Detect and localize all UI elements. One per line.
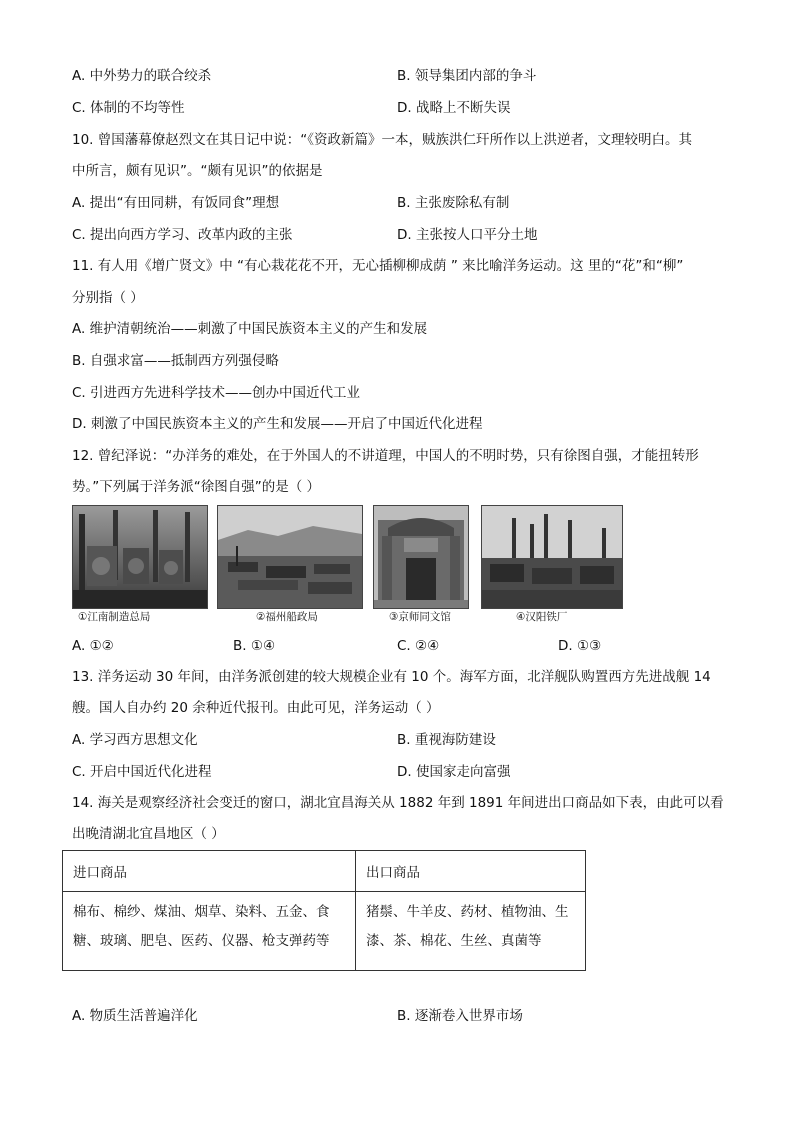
export-goods-line2: 漆、茶、棉花、生丝、真菌等 — [366, 933, 542, 949]
q10-option-a: A. 提出“有田同耕，有饭同食”理想 — [72, 195, 280, 211]
q11-option-d: D. 刺激了中国民族资本主义的产生和发展——开启了中国近代化进程 — [72, 416, 483, 432]
export-goods-cell — [356, 892, 586, 971]
q9-option-a: A. 中外势力的联合绞杀 — [72, 68, 212, 84]
q14-stem-line1: 14. 海关是观察经济社会变迁的窗口，湖北宜昌海关从 1882 年到 1891 年间进出口商品如下表，由此可以看 — [72, 795, 724, 811]
q11-stem-line2: 分别指（ ） — [72, 290, 144, 306]
q12-stem-line2: 势。”下列属于洋务派“徐图自强”的是（ ） — [72, 479, 321, 495]
q13-option-a: A. 学习西方思想文化 — [72, 732, 198, 748]
q14-option-b: B. 逐渐卷入世界市场 — [397, 1008, 523, 1024]
q9-option-d: D. 战略上不断失误 — [397, 100, 511, 116]
q10-option-b: B. 主张废除私有制 — [397, 195, 510, 211]
tongwenguan-gate-photo — [373, 505, 469, 609]
q12-option-a: A. ①② — [72, 638, 114, 654]
caption-3: ③京师同文馆 — [389, 611, 451, 623]
q11-option-a: A. 维护清朝统治——刺激了中国民族资本主义的产生和发展 — [72, 321, 428, 337]
q13-stem-line1: 13. 洋务运动 30 年间，由洋务派创建的较大规模企业有 10 个。海军方面，北洋舰队购置西方先进战舰 14 — [72, 669, 711, 685]
hanyang-ironworks-photo — [481, 505, 623, 609]
q12-option-d: D. ①③ — [558, 638, 602, 654]
import-goods-line2: 糖、玻璃、肥皂、医药、仪器、枪支弹药等 — [73, 933, 330, 949]
trade-goods-table — [62, 850, 586, 971]
q9-option-c: C. 体制的不均等性 — [72, 100, 185, 116]
export-header: 出口商品 — [356, 851, 586, 892]
caption-1: ①江南制造总局 — [78, 611, 151, 623]
q12-stem-line1: 12. 曾纪泽说：“办洋务的难处，在于外国人的不讲道理，中国人的不明时势，只有徐图自强，才能扭转形 — [72, 448, 699, 464]
q9-option-b: B. 领导集团内部的争斗 — [397, 68, 537, 84]
q12-option-c: C. ②④ — [397, 638, 440, 654]
q12-option-b: B. ①④ — [233, 638, 276, 654]
q14-option-a: A. 物质生活普遍洋化 — [72, 1008, 198, 1024]
q11-option-c: C. 引进西方先进科学技术——创办中国近代工业 — [72, 385, 361, 401]
caption-2: ②福州船政局 — [256, 611, 318, 623]
caption-4: ④汉阳铁厂 — [516, 611, 568, 623]
q13-option-b: B. 重视海防建设 — [397, 732, 496, 748]
import-goods-line1: 棉布、棉纱、煤油、烟草、染料、五金、食 — [73, 904, 330, 920]
q14-stem-line2: 出晚清湖北宜昌地区（ ） — [72, 826, 225, 842]
q13-option-c: C. 开启中国近代化进程 — [72, 764, 212, 780]
export-goods-line1: 猪鬃、牛羊皮、药材、植物油、生 — [366, 904, 569, 920]
import-header: 进口商品 — [63, 851, 356, 892]
q11-option-b: B. 自强求富——抵制西方列强侵略 — [72, 353, 279, 369]
q10-stem-line1: 10. 曾国藩幕僚赵烈文在其日记中说：“《资政新篇》一本，贼族洪仁玕所作以上洪逆者，文理较明白。其 — [72, 132, 693, 148]
import-goods-cell — [63, 892, 356, 971]
q11-stem-line1: 11. 有人用《增广贤文》中 “有心栽花花不开，无心插柳柳成荫 ” 来比喻洋务运动。这 里的“花”和“柳” — [72, 258, 684, 274]
fuzhou-shipyard-photo — [217, 505, 363, 609]
q10-option-d: D. 主张按人口平分土地 — [397, 227, 538, 243]
jiangnan-arsenal-photo — [72, 505, 208, 609]
q13-option-d: D. 使国家走向富强 — [397, 764, 511, 780]
q10-option-c: C. 提出向西方学习、改革内政的主张 — [72, 227, 293, 243]
q13-stem-line2: 艘。国人自办约 20 余种近代报刊。由此可见，洋务运动（ ） — [72, 700, 440, 716]
q10-stem-line2: 中所言，颇有见识”。“颇有见识”的依据是 — [72, 163, 323, 179]
